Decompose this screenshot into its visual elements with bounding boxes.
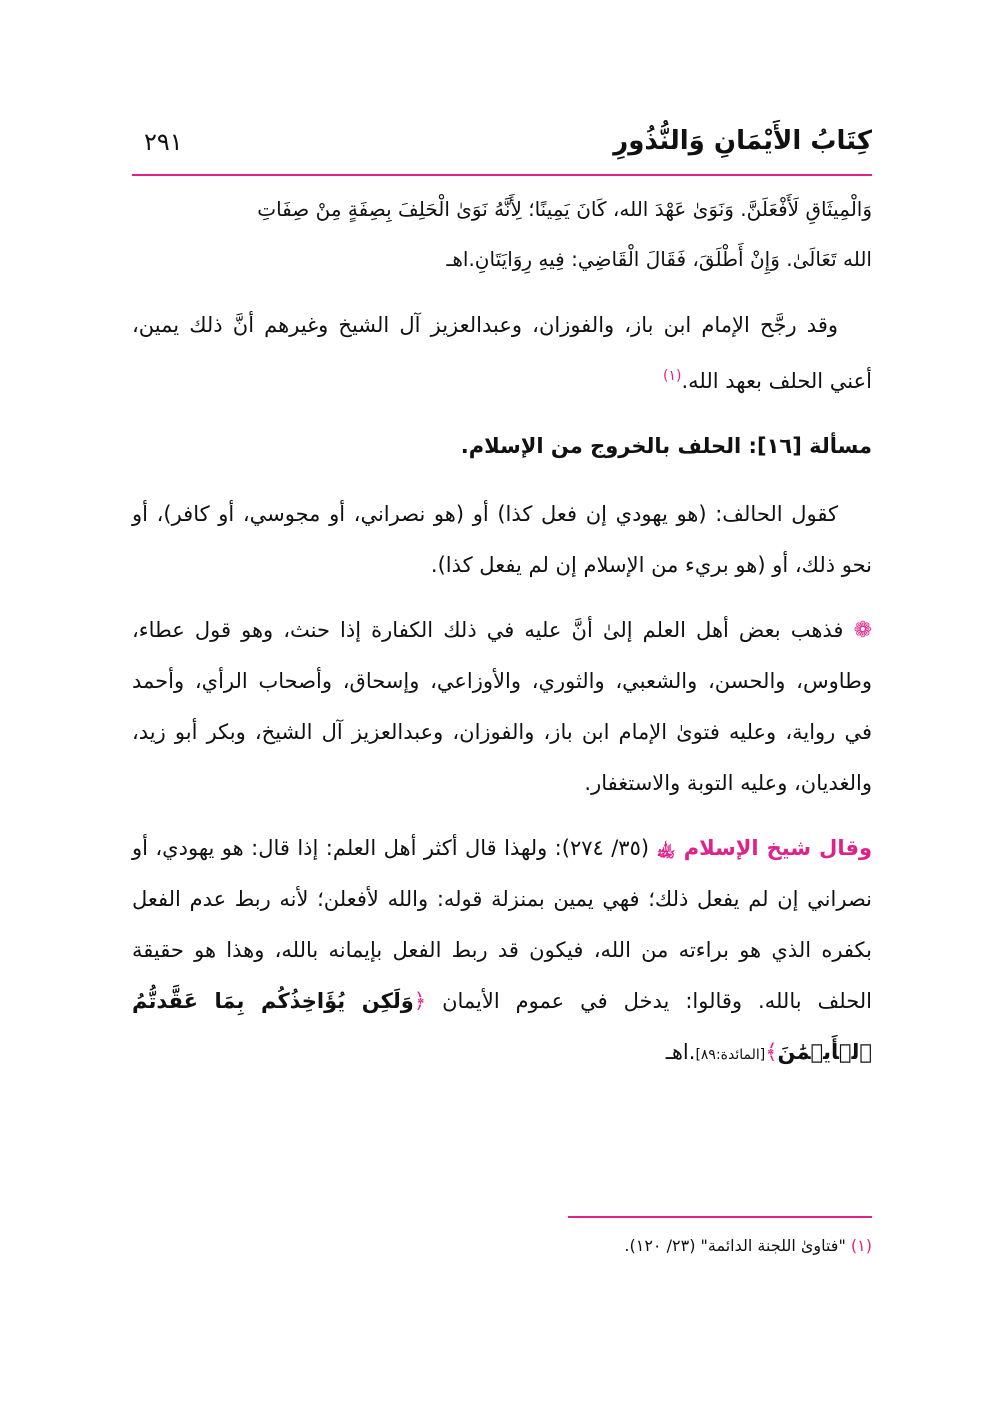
shaykh-islam-text: (٣٥/ ٢٧٤): ولهذا قال أكثر أهل العلم: إذا قال: هو يهودي، أو نصراني إن لم يفعل ذلك؛ فهي يمين بمنزلة قوله: والله لأفعلن؛ لأنه ربط عدم الفعل بكفره الذي هو براءته من الله، فيكون قد ربط الفعل بإيمانه بالله، وهذا هو حقيقة الحلف بالله. وقالوا: يدخل في عموم الأيمان [132,836,872,1013]
footnote-ref: (١) [663,368,682,384]
page-number: ٢٩١ [144,128,183,156]
paragraph-tarjih-text: وقد رجَّح الإمام ابن باز، والفوزان، وعبدالعزيز آل الشيخ وغيرهم أنَّ ذلك يمين، أعني الحلف بعهد الله. [132,313,872,393]
shaykh-islam-label: وقال شيخ الإسلام ﵀ [656,836,873,860]
flower-ornament-icon: ❁ [853,618,873,643]
footnote-divider [568,1216,872,1218]
footnote [132,1236,872,1255]
issue-heading: مسألة [١٦]: الحلف بالخروج من الإسلام. [460,434,872,458]
quran-close-bracket: ﴾ [765,1040,778,1064]
page-header [132,118,872,174]
chapter-title: كِتَابُ الأَيْمَانِ وَالنُّذُورِ [613,126,872,156]
quran-verse: وَلَكِن يُؤَاخِذُكُم بِمَا عَقَّدتُّمُ ٱلۡأَيۡمَٰنَ [132,989,872,1064]
paragraph-tarjih [132,300,872,407]
footnote-number: (١) [850,1236,872,1255]
page-body [132,184,872,1095]
quran-open-bracket: ﴿ [413,989,427,1013]
paragraph-opinions [132,605,872,809]
paragraph-opinions-text: فذهب بعض أهل العلم إلىٰ أنَّ عليه في ذلك الكفارة إذا حنث، وهو قول عطاء، وطاوس، والحسن، والشعبي، والثوري، والأوزاعي، وإسحاق، وأصحاب الرأي، وأحمد في رواية، وعليه فتوىٰ الإمام ابن باز، والفوزان، وعبدالعزيز آل الشيخ، وبكر أبو زيد، والغديان، وعليه التوبة والاستغفار. [132,618,872,795]
header-divider [132,174,872,176]
quran-reference: [المائدة:٨٩] [695,1047,766,1063]
paragraph-end: .اهـ [665,1040,696,1064]
quote-line-1: وَالْمِيثَاقِ لَأَفْعَلَنَّ. وَنَوَىٰ عَهْدَ الله، كَانَ يَمِينًا؛ لِأَنَّهُ نَوَىٰ الْحَلِفَ بِصِفَةٍ مِنْ صِفَاتِ [257,197,872,221]
paragraph-shaykh-islam [132,823,872,1081]
paragraph-example: كقول الحالف: (هو يهودي إن فعل كذا) أو (هو نصراني، أو مجوسي، أو كافر)، أو نحو ذلك، أو (هو بريء من الإسلام إن لم يفعل كذا). [132,502,872,577]
footnote-text: "فتاوىٰ اللجنة الدائمة" (٢٣/ ١٢٠). [624,1236,846,1255]
quote-line-2: الله تَعَالَىٰ. وَإِنْ أَطْلَقَ، فَقَالَ الْقَاضِي: فِيهِ رِوَايَتَانِ.اهـ [446,247,872,271]
